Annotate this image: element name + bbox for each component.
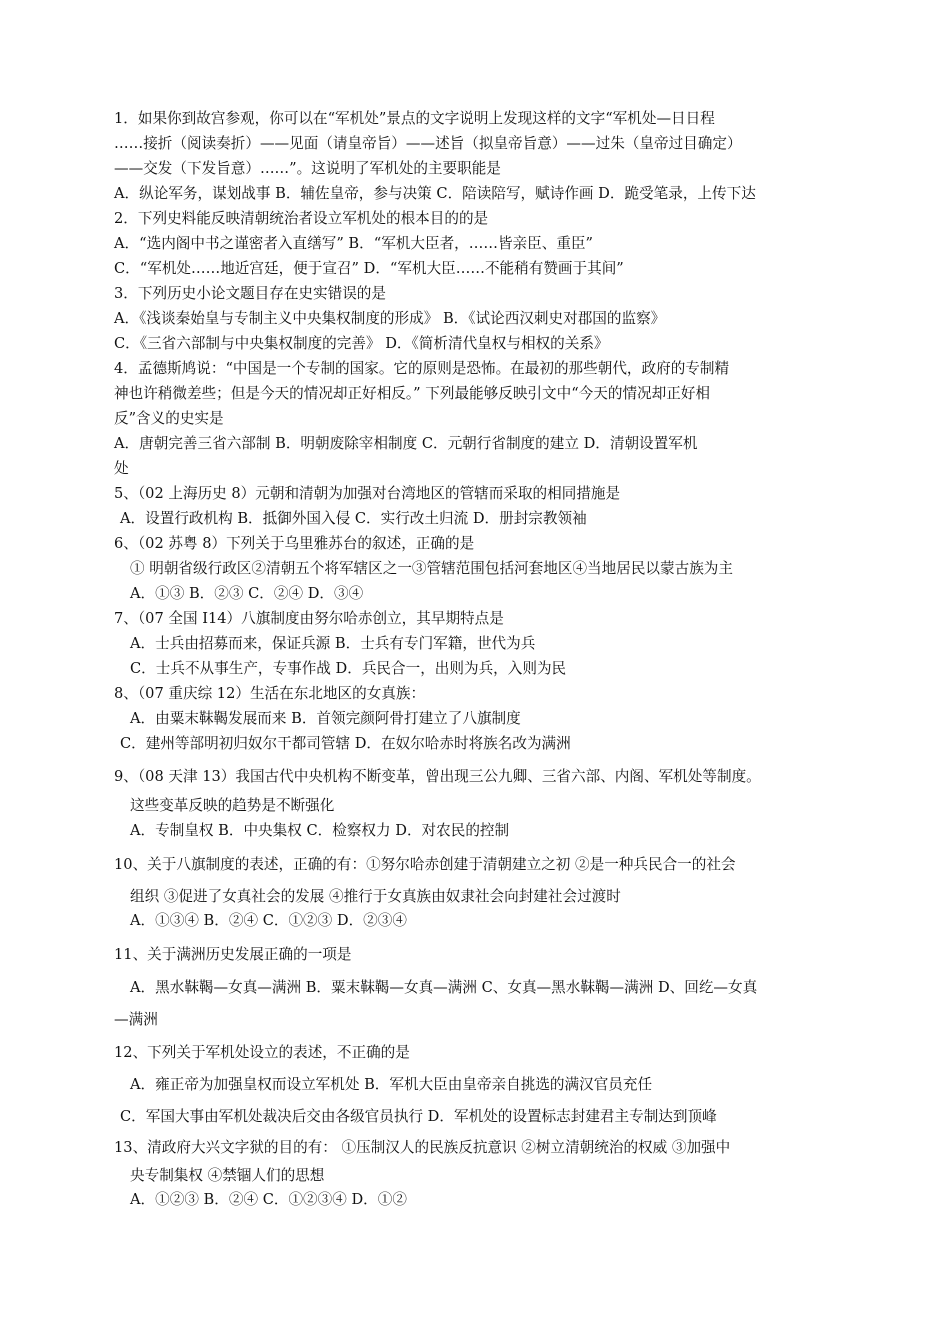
q8-stem: 8、（07 重庆综 12）生活在东北地区的女真族：	[114, 685, 426, 702]
q9-line1: 9、（08 天津 13）我国古代中央机构不断变革，曾出现三公九卿、三省六部、内阁、军机处等制度。	[114, 768, 761, 785]
q4-options-wrap: 处	[114, 460, 129, 477]
q13-line2: 央专制集权 ④禁锢人们的思想	[130, 1167, 325, 1184]
q13-line1: 13、清政府大兴文字狱的目的有： ①压制汉人的民族反抗意识 ②树立清朝统治的权威 ③加强中	[114, 1139, 731, 1156]
q7-stem: 7、（07 全国 I14）八旗制度由努尔哈赤创立，其早期特点是	[114, 610, 504, 627]
q11-options: A．黑水靺鞨—女真—满洲 B．粟末靺鞨—女真—满洲 C、女真—黑水靺鞨—满洲 D、回纥—女真	[130, 979, 758, 996]
q8-options-cd: C．建州等部明初归奴尔干都司管辖 D．在奴尔哈赤时将族名改为满洲	[120, 735, 571, 752]
q12-options-ab: A．雍正帝为加强皇权而设立军机处 B．军机大臣由皇帝亲自挑选的满汉官员充任	[130, 1076, 653, 1093]
q3-options-cd: C．《三省六部制与中央集权制度的完善》 D．《简析清代皇权与相权的关系》	[114, 335, 609, 352]
q12-options-cd: C．军国大事由军机处裁决后交由各级官员执行 D．军机处的设置标志封建君主专制达到顶峰	[120, 1108, 717, 1125]
q13-options: A．①②③ B．②④ C．①②③④ D．①②	[130, 1191, 407, 1208]
q8-options-ab: A．由粟末靺鞨发展而来 B．首领完颜阿骨打建立了八旗制度	[130, 710, 521, 727]
q10-line2: 组织 ③促进了女真社会的发展 ④推行于女真族由奴隶社会向封建社会过渡时	[130, 888, 621, 905]
q9-options: A．专制皇权 B．中央集权 C．检察权力 D．对农民的控制	[130, 822, 510, 839]
q1-line2: ……接折（阅读奏折）——见面（请皇帝旨）——述旨（拟皇帝旨意）——过朱（皇帝过目确定）	[114, 135, 742, 152]
q5-stem: 5、（02 上海历史 8）元朝和清朝为加强对台湾地区的管辖而采取的相同措施是	[114, 485, 621, 502]
q4-line2: 神也许稍微差些；但是今天的情况却正好相反。” 下列最能够反映引文中“今天的情况却正好相	[114, 385, 711, 402]
q4-line3: 反”含义的史实是	[114, 410, 224, 427]
q9-line2: 这些变革反映的趋势是不断强化	[130, 797, 335, 814]
q7-options-cd: C．士兵不从事生产，专事作战 D．兵民合一，出则为兵，入则为民	[130, 660, 567, 677]
q2-stem: 2．下列史料能反映清朝统治者设立军机处的根本目的的是	[114, 210, 489, 227]
q1-options: A．纵论军务，谋划战事 B．辅佐皇帝，参与决策 C．陪读陪写，赋诗作画 D．跪受笔录，上传下达	[114, 185, 756, 202]
q11-stem: 11、关于满洲历史发展正确的一项是	[114, 946, 352, 963]
q6-options: A．①③ B．②③ C．②④ D．③④	[130, 585, 364, 602]
q10-options: A．①③④ B．②④ C．①②③ D．②③④	[130, 912, 407, 929]
q1-line1: 1．如果你到故宫参观，你可以在“军机处”景点的文字说明上发现这样的文字“军机处—日日程	[114, 110, 715, 127]
q4-line1: 4．孟德斯鸠说：“中国是一个专制的国家。它的原则是恐怖。在最初的那些朝代，政府的专制精	[114, 360, 730, 377]
q10-line1: 10、关于八旗制度的表述，正确的有：①努尔哈赤创建于清朝建立之初 ②是一种兵民合一的社会	[114, 856, 736, 873]
q6-stem: 6、（02 苏粤 8）下列关于乌里雅苏台的叙述，正确的是	[114, 535, 475, 552]
q2-options-cd: C．“军机处……地近宫廷，便于宣召” D．“军机大臣……不能稍有赞画于其间”	[114, 260, 624, 277]
q7-options-ab: A．士兵由招募而来，保证兵源 B．士兵有专门军籍，世代为兵	[130, 635, 536, 652]
q3-options-ab: A．《浅谈秦始皇与专制主义中央集权制度的形成》 B．《试论西汉刺史对郡国的监察》	[114, 310, 666, 327]
q5-options: A．设置行政机构 B．抵御外国入侵 C．实行改土归流 D．册封宗教领袖	[120, 510, 587, 527]
q4-options: A．唐朝完善三省六部制 B．明朝废除宰相制度 C．元朝行省制度的建立 D．清朝设置军机	[114, 435, 698, 452]
q2-options-ab: A．“选内阁中书之谨密者入直缮写” B．“军机大臣者，……皆亲臣、重臣”	[114, 235, 593, 252]
q12-stem: 12、下列关于军机处设立的表述，不正确的是	[114, 1044, 410, 1061]
q3-stem: 3．下列历史小论文题目存在史实错误的是	[114, 285, 386, 302]
q1-line3: ——交发（下发旨意）……”。这说明了军机处的主要职能是	[114, 160, 501, 177]
q6-statements: ① 明朝省级行政区②清朝五个将军辖区之一③管辖范围包括河套地区④当地居民以蒙古族为主	[130, 560, 733, 577]
q11-options-wrap: —满洲	[114, 1011, 158, 1028]
